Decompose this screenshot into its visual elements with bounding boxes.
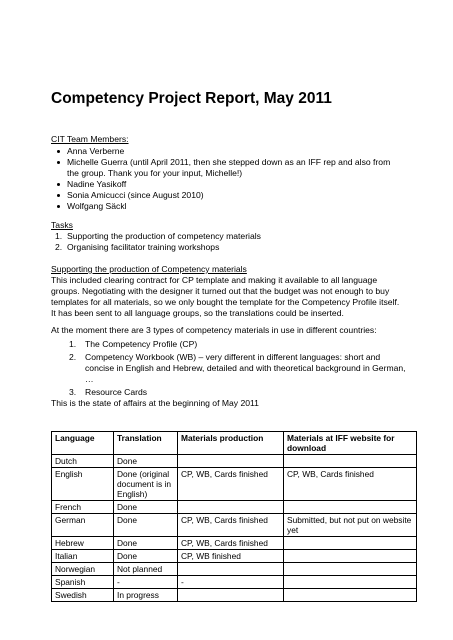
table-cell: Done: [114, 455, 178, 468]
list-item: [51, 352, 411, 385]
table-cell: [284, 537, 417, 550]
table-cell: [284, 501, 417, 514]
list-text: Resource Cards: [85, 387, 148, 397]
table-cell: [178, 563, 284, 576]
table-cell: Spanish: [52, 576, 114, 589]
table-row: [52, 589, 417, 602]
table-cell: Submitted, but not put on website yet: [284, 514, 417, 537]
table-cell: [284, 455, 417, 468]
tasks-heading: Tasks: [51, 220, 73, 230]
table-cell: CP, WB, Cards finished: [178, 514, 284, 537]
table-cell: Hebrew: [52, 537, 114, 550]
list-number: 1.: [69, 339, 77, 349]
list-item: [51, 339, 411, 350]
list-item: Anna Verberne: [51, 146, 401, 157]
list-item: Michelle Guerra (until April 2011, then she stepped down as an IFF rep and also from the group. Thank you for your input, Michelle!): [51, 157, 401, 179]
table-cell: [284, 589, 417, 602]
list-number: 1.: [55, 231, 63, 241]
table-row: [52, 563, 417, 576]
list-number: 2.: [69, 352, 77, 362]
list-item: Sonia Amicucci (since August 2010): [51, 190, 401, 201]
table-cell: Dutch: [52, 455, 114, 468]
supporting-section: [51, 264, 403, 319]
table-row: [52, 576, 417, 589]
table-row: [52, 468, 417, 501]
state-line: This is the state of affairs at the beginning of May 2011: [51, 398, 259, 408]
table-cell: -: [114, 576, 178, 589]
table-cell: -: [178, 576, 284, 589]
column-header-materials-production: Materials production: [178, 432, 284, 455]
table-cell: [178, 589, 284, 602]
materials-status-table: [51, 431, 417, 602]
table-cell: French: [52, 501, 114, 514]
table-header-row: [52, 432, 417, 455]
materials-section: [51, 325, 411, 409]
table-cell: Done: [114, 550, 178, 563]
list-text: Competency Workbook (WB) – very different in different languages: short and concise in English and Hebrew, detailed and with theoretical background in German, …: [85, 352, 406, 384]
table-cell: Done: [114, 501, 178, 514]
list-number: 2.: [55, 242, 63, 252]
table-cell: CP, WB, Cards finished: [178, 537, 284, 550]
table-cell: [284, 550, 417, 563]
column-header-language: Language: [52, 432, 114, 455]
column-header-translation: Translation: [114, 432, 178, 455]
table-cell: Italian: [52, 550, 114, 563]
table-cell: In progress: [114, 589, 178, 602]
page-title: Competency Project Report, May 2011: [51, 90, 332, 107]
column-header-materials-website: Materials at IFF website for download: [284, 432, 417, 455]
table-row: [52, 514, 417, 537]
table-cell: Done: [114, 514, 178, 537]
list-item: Nadine Yasikoff: [51, 179, 401, 190]
table-cell: English: [52, 468, 114, 501]
table-row: [52, 537, 417, 550]
table-cell: CP, WB finished: [178, 550, 284, 563]
tasks-section: [51, 220, 401, 253]
table-cell: CP, WB, Cards finished: [178, 468, 284, 501]
table-row: [52, 455, 417, 468]
team-section: [51, 134, 401, 212]
materials-list: [51, 339, 411, 398]
team-heading: CIT Team Members:: [51, 134, 129, 144]
table-cell: [178, 501, 284, 514]
table-cell: Done (original document is in English): [114, 468, 178, 501]
list-item: [51, 242, 401, 253]
list-number: 3.: [69, 387, 77, 397]
table-row: [52, 501, 417, 514]
list-text: The Competency Profile (CP): [85, 339, 198, 349]
table-cell: Done: [114, 537, 178, 550]
list-text: Supporting the production of competency materials: [67, 231, 261, 241]
table-row: [52, 550, 417, 563]
materials-intro: At the moment there are 3 types of competency materials in use in different countries:: [51, 325, 377, 335]
list-item: [51, 231, 401, 242]
table-cell: Swedish: [52, 589, 114, 602]
list-item: [51, 387, 411, 398]
table-cell: Norwegian: [52, 563, 114, 576]
table-cell: [178, 455, 284, 468]
team-member-list: [51, 146, 401, 212]
supporting-paragraph: This included clearing contract for CP template and making it available to all language groups. Negotiating with the designer it turned out that the budget was not enough to buy templates for all materials, so we only bought the template for the Competency Profile itself. It has been sent to all language groups, so the translations could be inserted.: [51, 275, 400, 318]
table-cell: [284, 576, 417, 589]
supporting-heading: Supporting the production of Competency materials: [51, 264, 247, 274]
table-cell: Not planned: [114, 563, 178, 576]
table-cell: CP, WB, Cards finished: [284, 468, 417, 501]
table-cell: [284, 563, 417, 576]
list-text: Organising facilitator training workshops: [67, 242, 220, 252]
list-item: Wolfgang Säckl: [51, 201, 401, 212]
tasks-list: [51, 231, 401, 253]
table-cell: German: [52, 514, 114, 537]
